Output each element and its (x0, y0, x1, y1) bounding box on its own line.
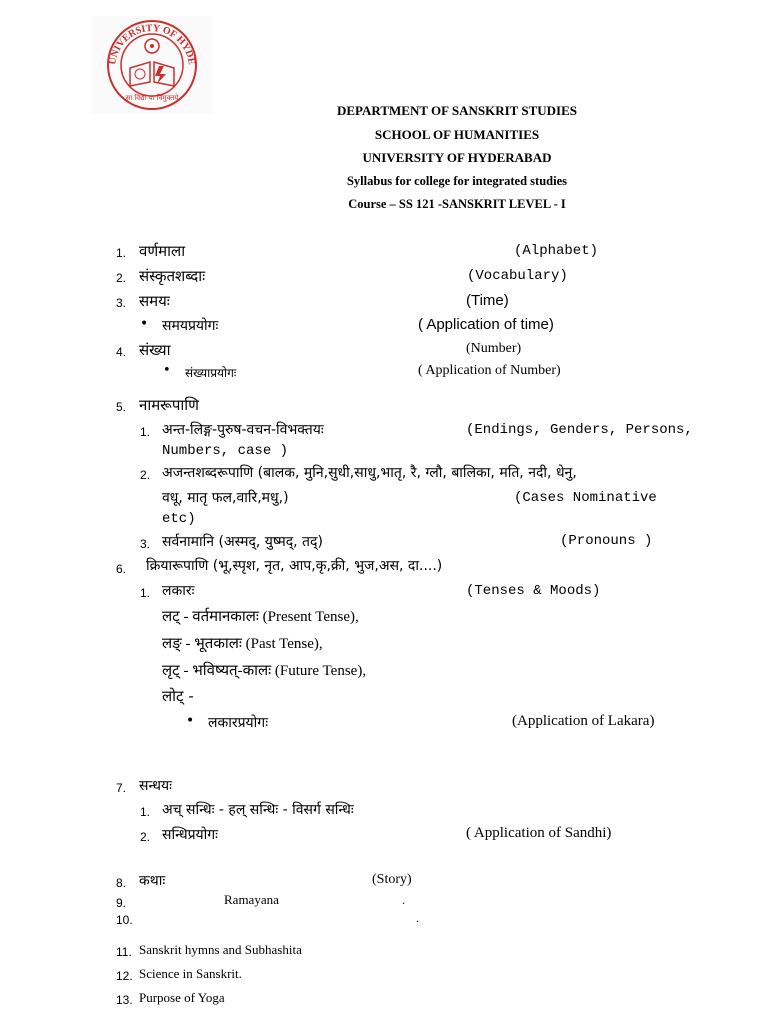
header-syllabus: Syllabus for college for integrated studies (346, 174, 567, 188)
item-sandhi-types-text: अच् सन्धिः - हल् सन्धिः - विसर्ग सन्धिः (162, 802, 354, 818)
item-number-application-en: ( Application of Number) (418, 363, 561, 378)
header-school: SCHOOL OF HUMANITIES (374, 127, 540, 142)
logo-arc-text: UNIVERSITY OF HYDE (107, 22, 197, 66)
item-time-application-en: ( Application of time) (418, 316, 554, 333)
item-sandhi-application-text: सन्धिप्रयोगः (162, 827, 218, 843)
item-alphabet-en: (Alphabet) (514, 243, 599, 259)
item-vowel-ending-text: अजन्तशब्दरूपाणि (बालक, मुनि,सुधी,साधु,भातृ, रै, ग्लौ, बालिका, मति, नदी, धेनु, (162, 465, 577, 481)
item-dot: . (402, 893, 405, 907)
tense-past: लङ् - भूतकालः (Past Tense), (162, 636, 323, 652)
item-number: 2. (116, 271, 127, 285)
item-endings-en-cont: Numbers, case ) (162, 443, 289, 459)
item-number: 10. (116, 913, 133, 927)
item-ramayana: Ramayana (224, 892, 279, 907)
item-dot: . (416, 911, 419, 925)
subitem-number: 3. (140, 537, 151, 551)
item-number: 1. (116, 246, 127, 260)
item-number: 9. (116, 896, 127, 910)
header-university: UNIVERSITY OF HYDERABAD (362, 150, 552, 165)
item-number: 6. (116, 562, 127, 576)
item-number: 11. (116, 945, 132, 959)
item-vocabulary-text: संस्कृतशब्दाः (139, 267, 206, 285)
item-time-application-text: समयप्रयोगः (162, 318, 219, 334)
item-endings-en: (Endings, Genders, Persons, (466, 422, 693, 438)
item-number-en: (Number) (466, 341, 522, 356)
item-story-en: (Story) (372, 872, 412, 887)
bullet-icon: • (163, 363, 171, 378)
item-lakara-en: (Tenses & Moods) (466, 583, 601, 599)
item-lakara-application-text: लकारप्रयोगः (208, 715, 269, 731)
subitem-number: 1. (140, 586, 151, 600)
bullet-icon: • (186, 713, 195, 729)
bullet-icon: • (140, 316, 149, 332)
item-hymns: Sanskrit hymns and Subhashita (139, 942, 302, 957)
item-science: Science in Sanskrit. (139, 966, 242, 981)
subitem-number: 2. (140, 830, 151, 844)
item-story-text: कथाः (139, 873, 166, 889)
item-pronouns-en: (Pronouns ) (560, 533, 653, 549)
item-number: 5. (116, 400, 127, 414)
item-number-text: संख्या (139, 341, 171, 359)
tense-future: लृट् - भविष्यत्-कालः (Future Tense), (162, 663, 367, 679)
item-time-text: समयः (139, 292, 170, 310)
item-nouns-text: नामरूपाणि (139, 396, 199, 414)
item-cases-en-cont: etc) (162, 511, 196, 527)
item-alphabet-text: वर्णमाला (139, 242, 186, 260)
item-endings-text: अन्त-लिङ्ग-पुरुष-वचन-विभक्तयः (162, 422, 324, 438)
header-course: Course – SS 121 -SANSKRIT LEVEL - I (348, 197, 566, 211)
item-lakara-text: लकारः (162, 583, 195, 599)
item-pronouns-text: सर्वनामानि (अस्मद्, युष्मद्, तद्) (162, 534, 323, 550)
subitem-number: 1. (140, 805, 151, 819)
header-department: DEPARTMENT OF SANSKRIT STUDIES (337, 103, 577, 118)
item-number: 12. (116, 969, 133, 983)
item-sandhi-application-en: ( Application of Sandhi) (466, 825, 612, 841)
university-logo (93, 16, 211, 114)
item-lakara-application-en: (Application of Lakara) (512, 713, 655, 729)
item-number: 3. (116, 296, 127, 310)
item-number: 4. (116, 345, 127, 359)
tense-present: लट् - वर्तमानकालः (Present Tense), (162, 609, 359, 625)
item-number: 7. (116, 781, 127, 795)
item-sandhi-text: सन्धयः (139, 778, 172, 794)
item-number: 13. (116, 993, 133, 1007)
subitem-number: 1. (140, 425, 151, 439)
item-cases-en: (Cases Nominative (514, 490, 657, 506)
tense-imperative: लोट् - (162, 687, 194, 705)
item-number: 8. (116, 876, 127, 890)
item-time-en: (Time) (466, 292, 509, 309)
item-number-application-text: संख्याप्रयोगः (185, 366, 237, 380)
item-yoga: Purpose of Yoga (139, 990, 225, 1005)
item-vowel-ending-text-cont: वधू, मातृ फल,वारि,मधु,) (162, 490, 289, 506)
subitem-number: 2. (140, 468, 151, 482)
item-verbs-text: क्रियारूपाणि (भू,स्पृश, नृत, आप,कृ,क्री, भुज,अस, दा....) (146, 558, 443, 574)
item-vocabulary-en: (Vocabulary) (467, 268, 568, 284)
logo-motto: सा विद्या या विमुक्तये (125, 94, 179, 102)
